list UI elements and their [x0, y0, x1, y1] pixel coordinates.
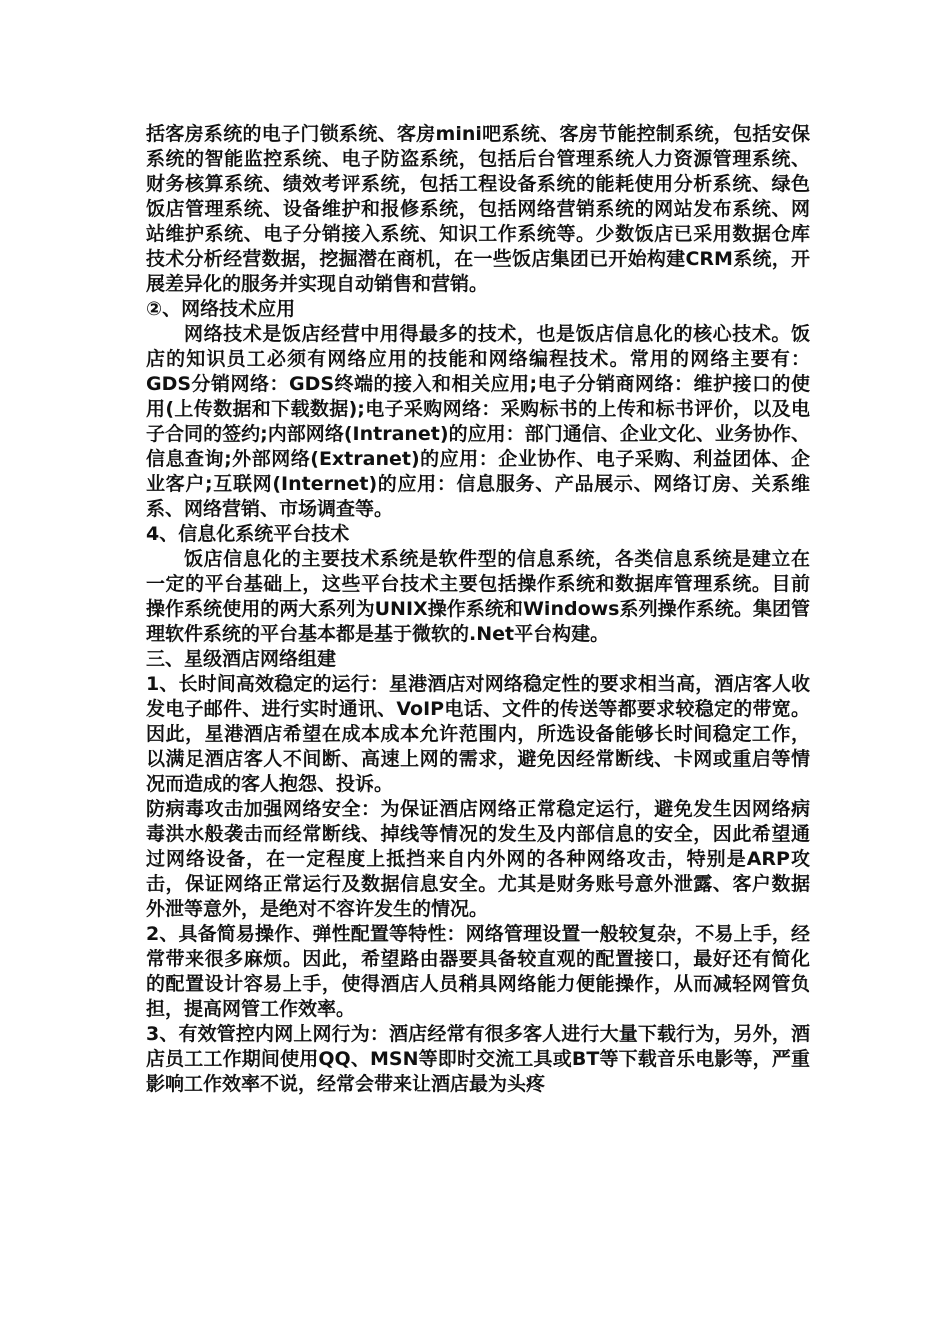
paragraph-room-systems: 括客房系统的电子门锁系统、客房mini吧系统、客房节能控制系统，包括安保系统的智能监控系统、电子防盗系统，包括后台管理系统人力资源管理系统、财务核算系统、绩效考评系统，包括工程设备系统的能耗使用分析系统、绿色饭店管理系统、设备维护和报修系统，包括网络营销系统的网站发布系统、网站维护系统、电子分销接入系统、知识工作系统等。少数饭店已采用数据仓库技术分析经营数据，挖掘潜在商机，在一些饭店集团已开始构建CRM系统，开展差异化的服务并实现自动销售和营销。 [146, 123, 810, 295]
document-page [146, 122, 810, 1097]
paragraph-network-tech: 网络技术是饭店经营中用得最多的技术，也是饭店信息化的核心技术。饭店的知识员工必须有网络应用的技能和网络编程技术。常用的网络主要有：GDS分销网络：GDS终端的接入和相关应用;电子分销商网络：维护接口的使用(上传数据和下载数据);电子采购网络：采购标书的上传和标书评价，以及电子合同的签约;内部网络(Intranet)的应用：部门通信、企业文化、业务协作、信息查询;外部网络(Extranet)的应用：企业协作、电子采购、利益团体、企业客户;互联网(Internet)的应用：信息服务、产品展示、网络订房、关系维系、网络营销、市场调查等。 [146, 323, 810, 520]
paragraph-behavior-control: 3、有效管控内网上网行为：酒店经常有很多客人进行大量下载行为，另外，酒店员工工作期间使用QQ、MSN等即时交流工具或BT等下载音乐电影等，严重影响工作效率不说，经常会带来让酒店最为头疼 [146, 1023, 810, 1095]
paragraph-easy-config: 2、具备简易操作、弹性配置等特性：网络管理设置一般较复杂，不易上手，经常带来很多麻烦。因此，希望路由器要具备较直观的配置接口，最好还有简化的配置设计容易上手，使得酒店人员稍具网络能力便能操作，从而减轻网管负担，提高网管工作效率。 [146, 923, 810, 1020]
heading-platform-tech: 4、信息化系统平台技术 [146, 523, 350, 545]
paragraph-network-security: 防病毒攻击加强网络安全：为保证酒店网络正常稳定运行，避免发生因网络病毒洪水般袭击而经常断线、掉线等情况的发生及内部信息的安全，因此希望通过网络设备，在一定程度上抵挡来自内外网的各种网络攻击，特别是ARP攻击，保证网络正常运行及数据信息安全。尤其是财务账号意外泄露、客户数据外泄等意外，是绝对不容许发生的情况。 [146, 798, 810, 920]
heading-network-tech: ②、网络技术应用 [146, 298, 296, 320]
heading-hotel-network: 三、星级酒店网络组建 [146, 648, 337, 670]
paragraph-platform-tech: 饭店信息化的主要技术系统是软件型的信息系统，各类信息系统是建立在一定的平台基础上，这些平台技术主要包括操作系统和数据库管理系统。目前操作系统使用的两大系列为UNIX操作系统和Windows系列操作系统。集团管理软件系统的平台基本都是基于微软的.Net平台构建。 [146, 548, 810, 645]
paragraph-stable-operation: 1、长时间高效稳定的运行：星港酒店对网络稳定性的要求相当高，酒店客人收发电子邮件、进行实时通讯、VoIP电话、文件的传送等都要求较稳定的带宽。因此，星港酒店希望在成本成本允许范围内，所选设备能够长时间稳定工作，以满足酒店客人不间断、高速上网的需求，避免因经常断线、卡网或重启等情况而造成的客人抱怨、投诉。 [146, 673, 810, 795]
